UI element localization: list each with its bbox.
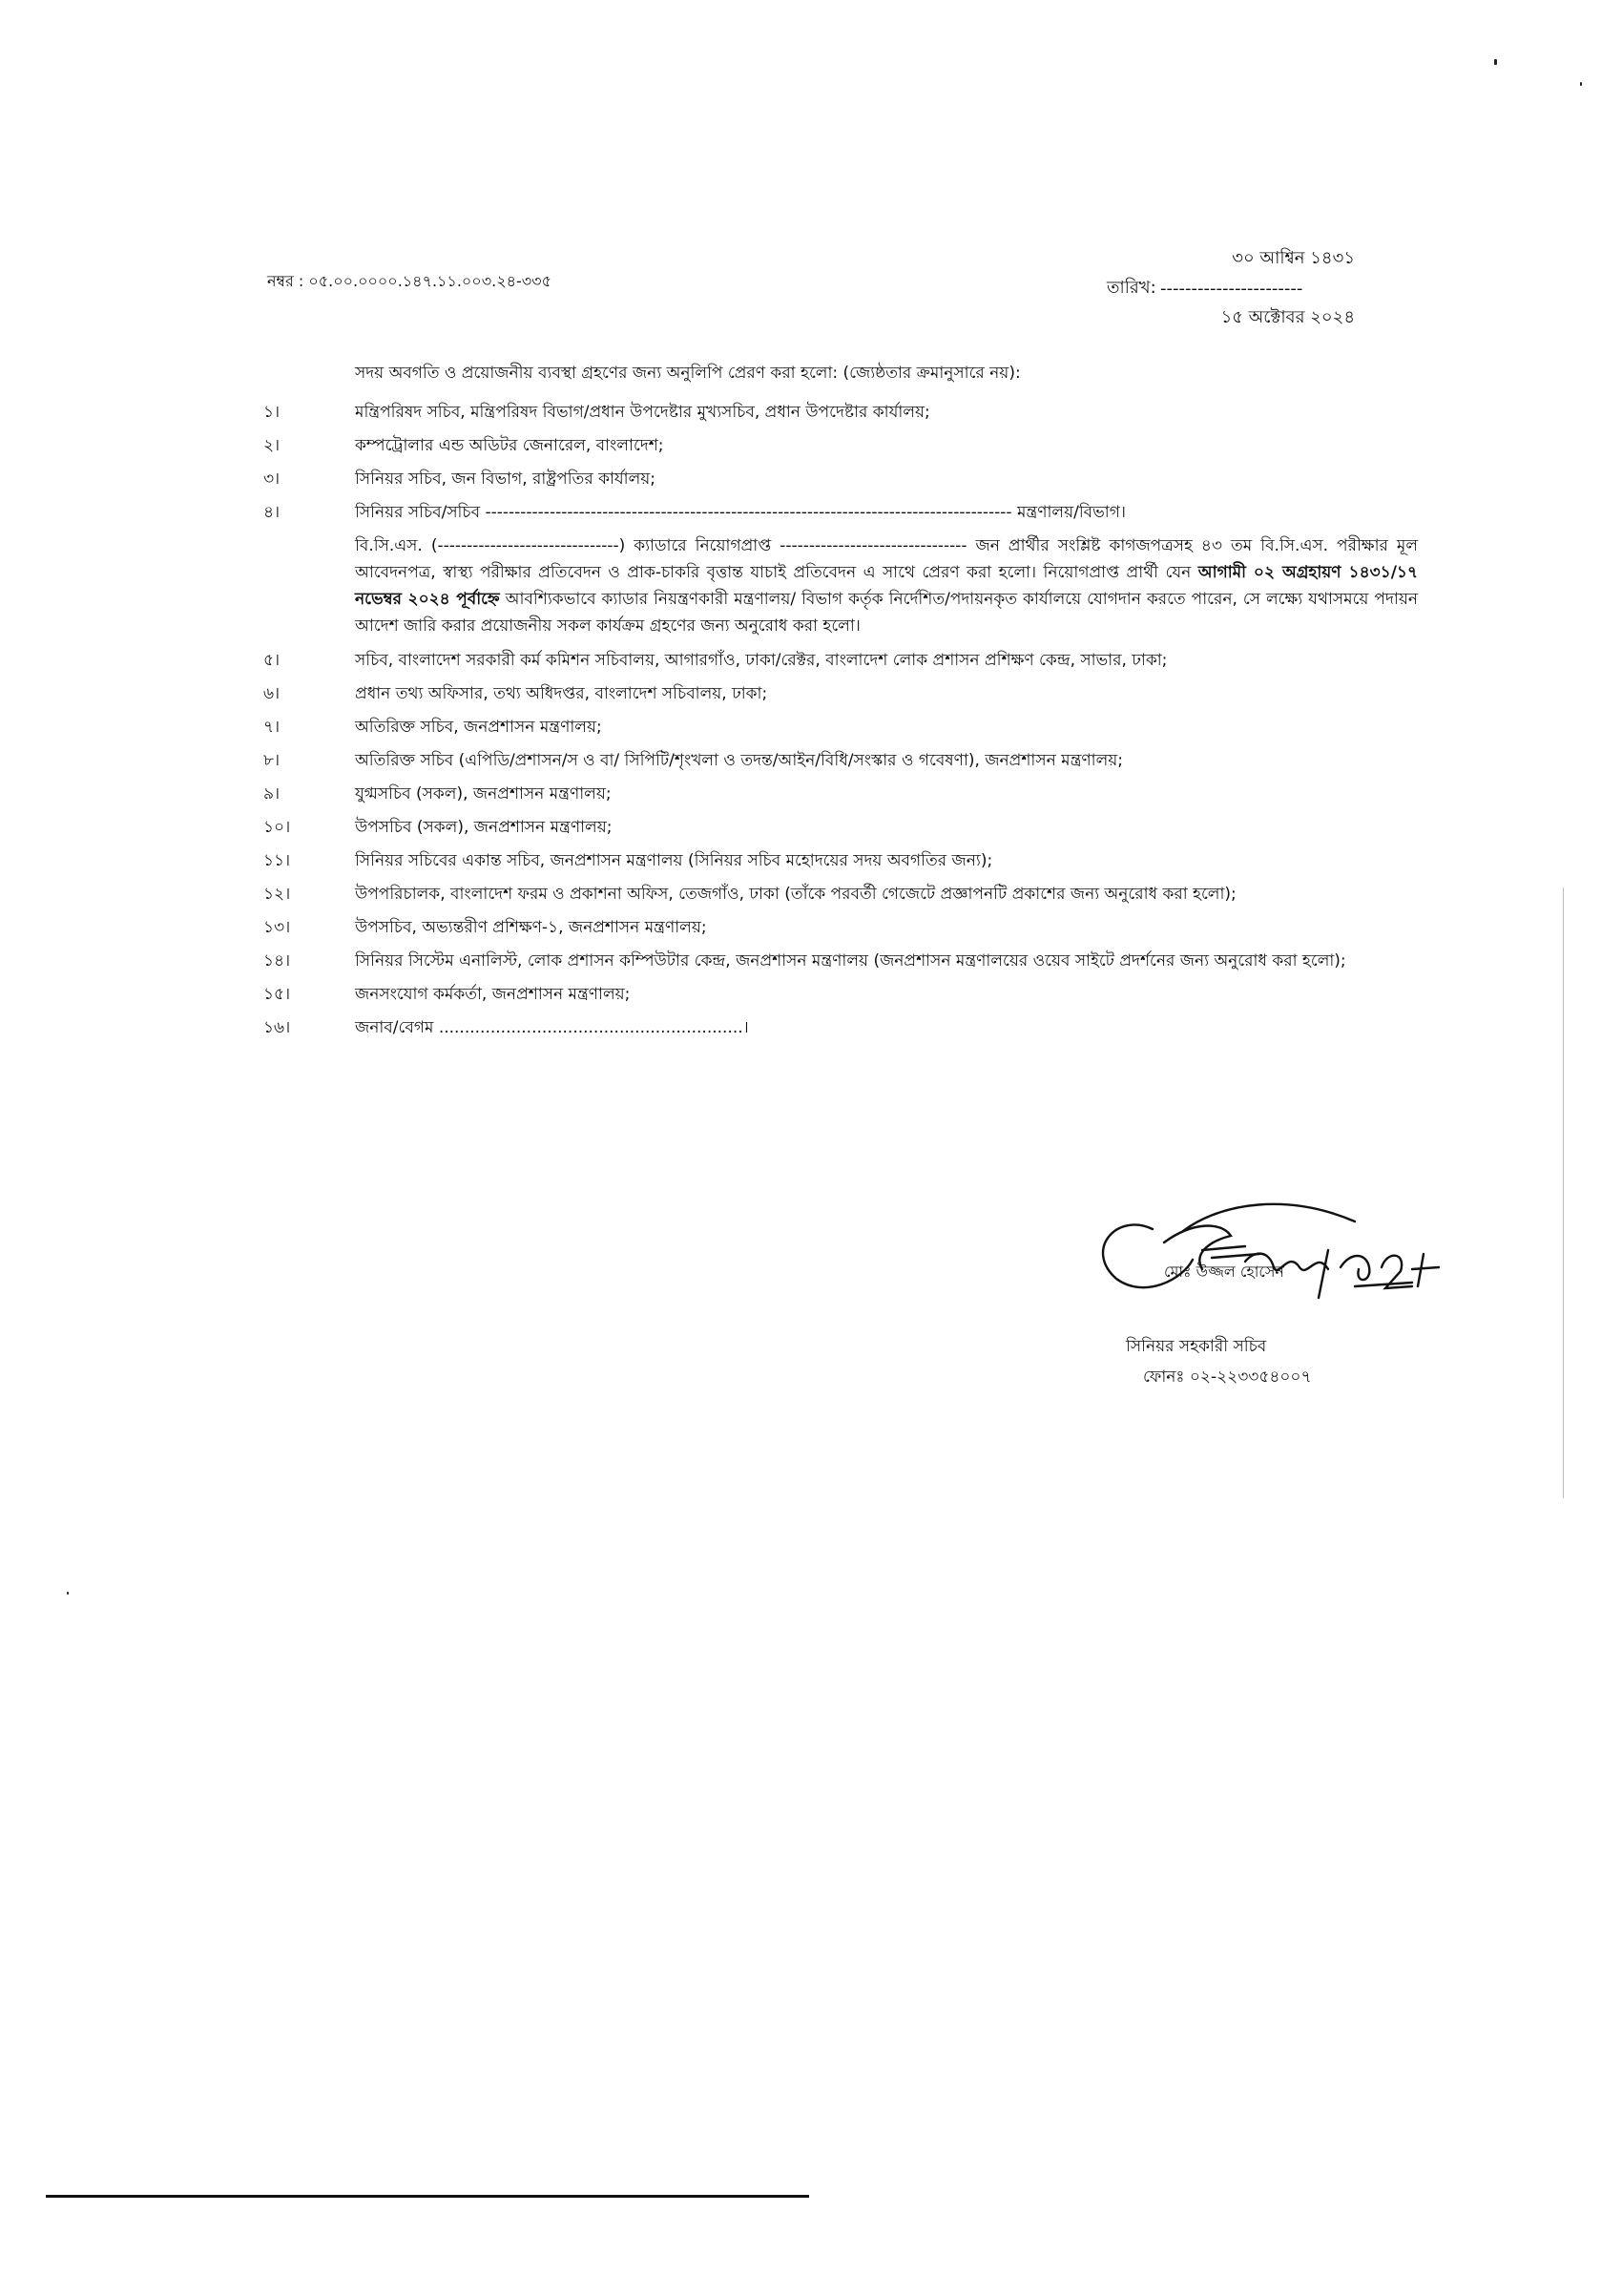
item-number: ৮। [263,751,281,770]
item-text: উপপরিচালক, বাংলাদেশ ফরম ও প্রকাশনা অফিস, তেজগাঁও, ঢাকা (তাঁকে পরবর্তী গেজেটে প্রজ্ঞাপনটি প্রকাশের জন্য অনুরোধ করা হলো); [355,885,1237,904]
scan-speck [1580,82,1582,86]
date-bengali: ৩০ আশ্বিন ১৪৩১ [1232,248,1355,268]
list-item [263,948,1418,974]
item-number: ৭। [263,718,281,737]
item-number: ১৩। [263,918,291,937]
item-text: সিনিয়র সচিব, জন বিভাগ, রাষ্ট্রপতির কার্যালয়; [355,470,656,489]
item-text: সিনিয়র সচিবের একান্ত সচিব, জনপ্রশাসন মন্ত্রণালয় (সিনিয়র সচিব মহোদয়ের সদয় অবগতির জন্য); [355,851,993,870]
date-gregorian: ১৫ অক্টোবর ২০২৪ [1220,307,1355,327]
list-item [263,814,1418,841]
item-number: ৬। [263,684,281,703]
signature-block [1069,1183,1469,1431]
list-item [263,981,1418,1008]
item-text: উপসচিব (সকল), জনপ্রশাসন মন্ত্রণালয়; [355,818,613,837]
date-block [1107,244,1393,332]
item-text: সচিব, বাংলাদেশ সরকারী কর্ম কমিশন সচিবালয়, আগারগাঁও, ঢাকা/রেক্টর, বাংলাদেশ লোক প্রশাসন প্রশিক্ষণ কেন্দ্র, সাভার, ঢাকা; [355,651,1168,670]
list-item [263,399,1418,426]
list-item [263,781,1418,807]
para-text: বি.সি.এস. (-------------------------------) ক্যাডারে নিয়োগপ্রাপ্ত -------------------------------- জন প্রার্থীর সংশ্লিষ্ট কাগজপত্রসহ ৪৩ তম বি.সি.এস. পরীক্ষার মূল আবেদনপত্র, স্বাস্থ্য পরীক্ষার প্রতিবেদন ও প্রাক-চাকরি বৃত্তান্ত যাচাই প্রতিবেদন এ সাথে প্রেরণ করা হলো। নিয়োগপ্রাপ্ত প্রার্থী যেন [355,536,1418,582]
item-text: যুগ্মসচিব (সকল), জনপ্রশাসন মন্ত্রণালয়; [355,784,612,804]
item-text: উপসচিব, অভ্যন্তরীণ প্রশিক্ষণ-১, জনপ্রশাসন মন্ত্রণালয়; [355,918,707,937]
memo-number: নম্বর : ০৫.০০.০০০০.১৪৭.১১.০০৩.২৪-৩৩৫ [267,272,551,290]
item-text: কম্পট্রোলার এন্ড অডিটর জেনারেল, বাংলাদেশ; [355,436,664,455]
item-number: ৯। [263,784,281,804]
item-number: ৩। [263,470,281,489]
item-number: ২। [263,436,281,455]
list-item [263,432,1418,459]
signatory-phone: ফোনঃ ০২-২২৩৩৫৪০০৭ [1143,1367,1312,1387]
intro-text: সদয় অবগতি ও প্রয়োজনীয় ব্যবস্থা গ্রহণের জন্য অনুলিপি প্রেরণ করা হলো: (জ্যেষ্ঠতার ক্রমানুসারে নয়): [355,364,1021,383]
item-number: ১১। [263,851,291,870]
item-text: অতিরিক্ত সচিব, জনপ্রশাসন মন্ত্রণালয়; [355,718,602,737]
item-text: মন্ত্রিপরিষদ সচিব, মন্ত্রিপরিষদ বিভাগ/প্রধান উপদেষ্টার মুখ্যসচিব, প্রধান উপদেষ্টার কার্যালয়; [355,403,930,422]
item-text: সিনিয়র সিস্টেম এনালিস্ট, লোক প্রশাসন কম্পিউটার কেন্দ্র, জনপ্রশাসন মন্ত্রণালয় (জনপ্রশাসন মন্ত্রণালয়ের ওয়েব সাইটে প্রদর্শনের জন্য অনুরোধ করা হলো); [355,951,1346,971]
joining-deadline: আগামী ০২ অগ্রহায়ণ ১৪৩১/১৭ নভেম্বর ২০২৪ পূর্বাহ্নে [355,563,1418,609]
scan-speck [1494,59,1497,65]
bottom-rule [46,2195,809,2198]
date-label: তারিখ: [1107,277,1156,298]
handwritten-signature-icon [1078,1183,1479,1326]
item-number: ১৫। [263,985,291,1004]
list-item [263,881,1418,908]
item-number: ১২। [263,885,291,904]
item-text: জনাব/বেগম ...........................................................। [355,1018,749,1037]
item-4-paragraph [355,532,1418,639]
item-number: ৪। [263,503,281,522]
date-row [1107,273,1393,303]
signatory-name: মোঃ উজ্জল হোসেন [1164,1263,1284,1281]
scan-speck [67,1592,69,1595]
item-text: অতিরিক্ত সচিব (এপিডি/প্রশাসন/স ও বা/ সিপিটি/শৃংখলা ও তদন্ত/আইন/বিধি/সংস্কার ও গবেষণা), জনপ্রশাসন মন্ত্রণালয়; [355,751,1123,770]
list-item [263,747,1418,774]
list-item [263,466,1418,492]
recipient-list [263,399,1418,1048]
list-item [263,499,1418,526]
date-dashes: ----------------------- [1160,278,1303,299]
list-item [263,647,1418,674]
item-text: প্রধান তথ্য অফিসার, তথ্য অধিদপ্তর, বাংলাদেশ সচিবালয়, ঢাকা; [355,684,768,703]
item-number: ১। [263,403,281,422]
item-number: ১০। [263,818,291,837]
list-item [263,714,1418,741]
list-item [263,680,1418,707]
list-item [263,847,1418,874]
scan-edge-line [1563,887,1564,1498]
item-number: ১৪। [263,951,291,971]
item-text: সিনিয়র সচিব/সচিব ------------------------------------------------------------------------------------------ মন্ত্রণালয়/বিভাগ। [355,503,1126,522]
list-item [263,1014,1418,1041]
item-text: জনসংযোগ কর্মকর্তা, জনপ্রশাসন মন্ত্রণালয়; [355,985,631,1004]
signatory-title: সিনিয়র সহকারী সচিব [1126,1337,1267,1356]
list-item [263,914,1418,941]
item-number: ৫। [263,651,281,670]
para-text: আবশ্যিকভাবে ক্যাডার নিয়ন্ত্রণকারী মন্ত্রণালয়/ বিভাগ কর্তৃক নির্দেশিত/পদায়নকৃত কার্যালয়ে যোগদান করতে পারেন, সে লক্ষ্যে যথাসময়ে পদায়ন আদেশ জারি করার প্রয়োজনীয় সকল কার্যক্রম গ্রহণের জন্য অনুরোধ করা হলো। [355,590,1418,636]
item-number: ১৬। [263,1018,291,1037]
